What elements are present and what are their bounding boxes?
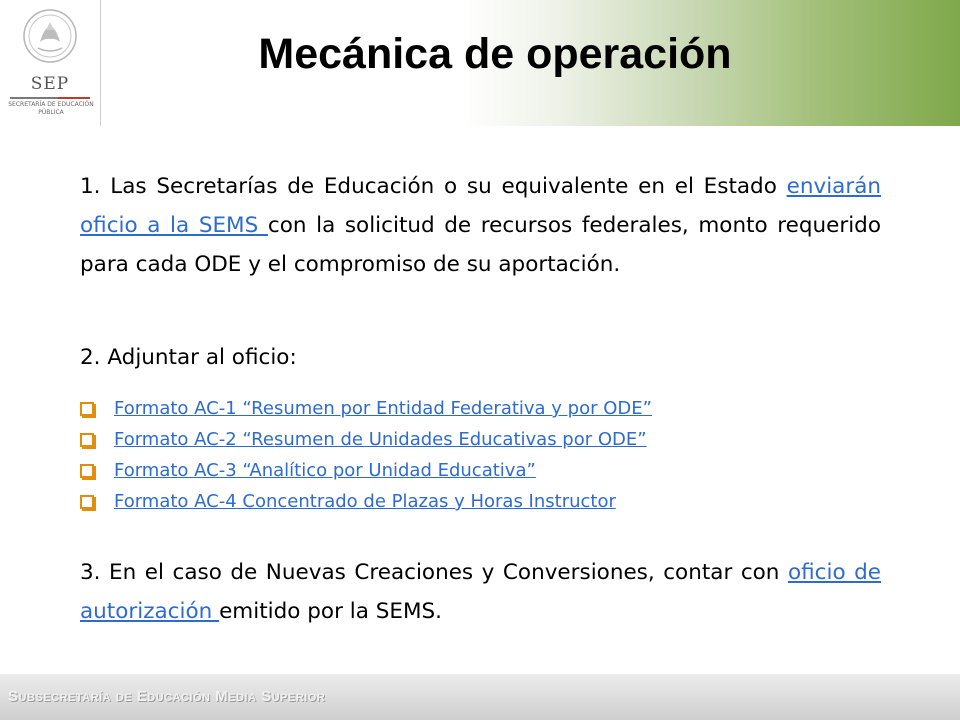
footer-bar bbox=[0, 674, 960, 720]
checkbox-bullet-icon bbox=[80, 402, 94, 416]
checkbox-bullet-icon bbox=[80, 495, 94, 509]
format-ac1-link[interactable]: Formato AC-1 “Resumen por Entidad Federativa y por ODE” bbox=[114, 398, 652, 419]
coat-of-arms-icon bbox=[22, 8, 78, 64]
item-1-text: 1. Las Secretarías de Educación o su equivalente en el Estado bbox=[80, 174, 787, 199]
item-3-text-end: emitido por la SEMS. bbox=[219, 599, 442, 624]
checkbox-bullet-icon bbox=[80, 464, 94, 478]
item-1-text-end: con la solicitud de recursos federales, monto requerido para cada ODE y el compromiso de su aportación. bbox=[80, 213, 881, 277]
page-title: Mecánica de operación bbox=[258, 30, 732, 78]
format-ac4-link[interactable]: Formato AC-4 Concentrado de Plazas y Horas Instructor bbox=[114, 491, 616, 512]
item-3-text: 3. En el caso de Nuevas Creaciones y Conversiones, contar con bbox=[80, 560, 788, 585]
list-item bbox=[80, 486, 900, 517]
list-item bbox=[80, 424, 900, 455]
format-ac3-link[interactable]: Formato AC-3 “Analítico por Unidad Educativa” bbox=[114, 460, 536, 481]
item-1-paragraph bbox=[80, 167, 881, 284]
format-ac2-link[interactable]: Formato AC-2 “Resumen de Unidades Educativas por ODE” bbox=[114, 429, 647, 450]
checkbox-bullet-icon bbox=[80, 433, 94, 447]
sep-logo bbox=[0, 0, 101, 126]
logo-divider bbox=[10, 97, 90, 99]
item-3-paragraph bbox=[80, 553, 881, 631]
logo-text: SEP bbox=[30, 74, 70, 94]
authorization-letter-link[interactable]: oficio de autorización bbox=[80, 560, 881, 624]
sems-letter-link[interactable]: enviarán oficio a la SEMS bbox=[80, 174, 881, 238]
list-item bbox=[80, 393, 900, 424]
footer-text: Subsecretaría de Educación Media Superior bbox=[8, 688, 326, 705]
logo-subtitle: SECRETARÍA DE EDUCACIÓN PÚBLICA bbox=[8, 101, 94, 116]
list-item bbox=[80, 455, 900, 486]
attachments-list bbox=[80, 393, 900, 517]
item-2-heading: 2. Adjuntar al oficio: bbox=[80, 345, 297, 370]
